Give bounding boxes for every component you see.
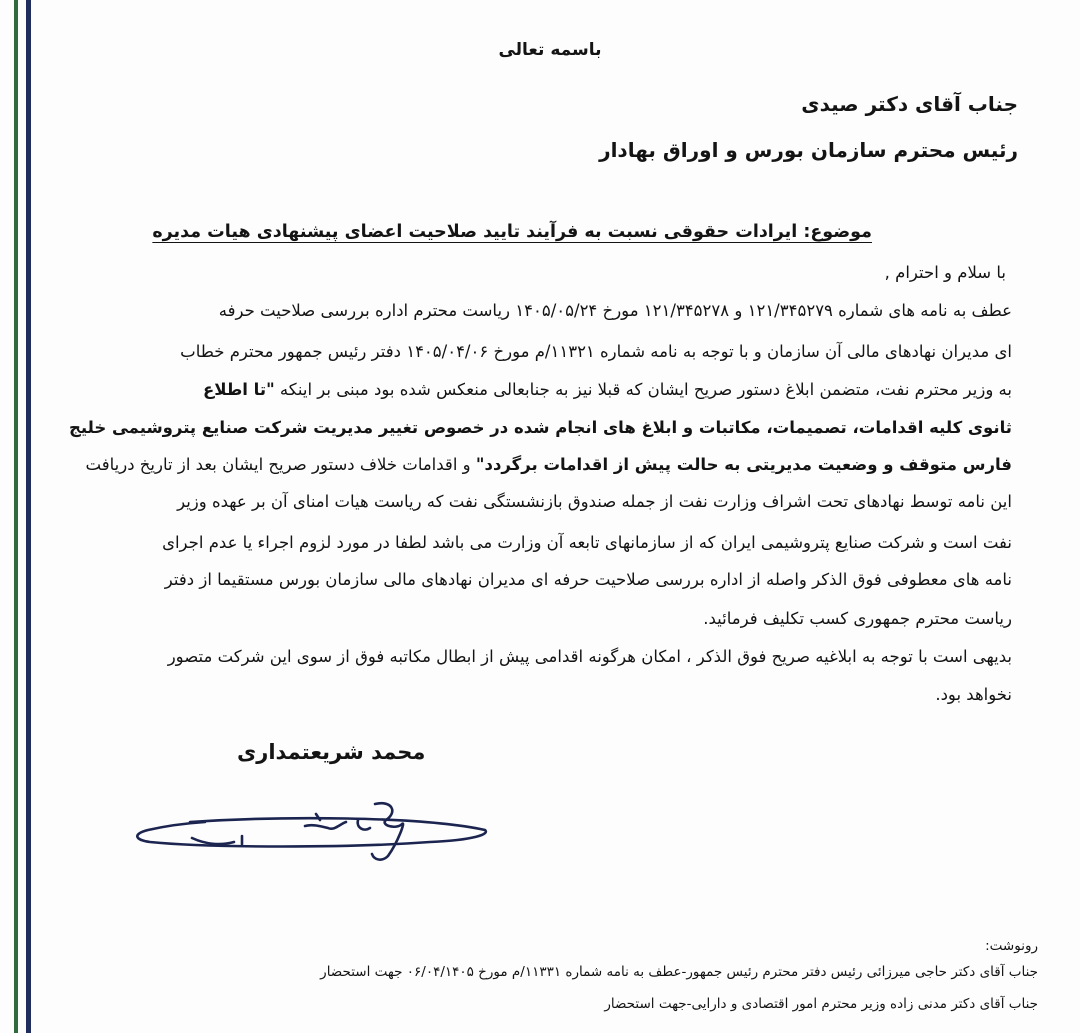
- recipient-name: جناب آقای دکتر صیدی: [801, 92, 1018, 116]
- body-line-3-text: به وزیر محترم نفت، متضمن ابلاغ دستور صریح ایشان که قبلا نیز به جنابعالی منعکس شده بود مبنی بر اینکه: [274, 380, 1012, 399]
- body-line-11: نخواهد بود.: [935, 685, 1012, 704]
- body-line-10: بدیهی است با توجه به ابلاغیه صریح فوق الذکر ، امکان هرگونه اقدامی پیش از ابطال مکاتبه فوق از سوی این شرکت متصور: [167, 647, 1012, 666]
- letter-subject: موضوع: ایرادات حقوقی نسبت به فرآیند تایید صلاحیت اعضای پیشنهادی هیات مدیره: [152, 222, 872, 242]
- body-line-5-text: و اقدامات خلاف دستور صریح ایشان بعد از تاریخ دریافت: [85, 455, 476, 474]
- cc-label: رونوشت:: [985, 938, 1038, 954]
- body-line-9: ریاست محترم جمهوری کسب تکلیف فرمائید.: [703, 609, 1012, 628]
- body-line-4: ثانوی کلیه اقدامات، تصمیمات، مکاتبات و ابلاغ های انجام شده در خصوص تغییر مدیریت شرکت صنایع پتروشیمی خلیج: [68, 418, 1012, 437]
- body-line-3-emphasis: "تا اطلاع: [202, 380, 275, 399]
- cc-line-1: جناب آقای دکتر حاجی میرزائی رئیس دفتر محترم رئیس جمهور-عطف به نامه شماره ۱۱۳۳۱/م مورخ ۰۶/۰۴/۱۴۰۵ جهت استحضار: [320, 964, 1038, 980]
- body-line-2: ای مدیران نهادهای مالی آن سازمان و با توجه به نامه شماره ۱۱۳۲۱/م مورخ ۱۴۰۵/۰۴/۰۶ دفتر رئیس جمهور محترم خطاب: [180, 342, 1012, 361]
- left-border-navy-stripe: [26, 0, 31, 1033]
- greeting: با سلام و احترام ,: [884, 263, 1006, 282]
- left-border-green-stripe: [14, 0, 18, 1033]
- body-line-7: نفت است و شرکت صنایع پتروشیمی ایران که از سازمانهای تابعه آن وزارت می باشد لطفا در مورد لزوم اجراء یا عدم اجرای: [162, 533, 1012, 552]
- signer-name: محمد شریعتمداری: [237, 740, 426, 764]
- letter-heading: باسمه تعالی: [498, 40, 602, 60]
- body-line-5: [86, 455, 1012, 474]
- recipient-title: رئیس محترم سازمان بورس و اوراق بهادار: [599, 138, 1018, 162]
- body-line-8: نامه های معطوفی فوق الذکر واصله از اداره بررسی صلاحیت حرفه ای مدیران نهادهای مالی سازمان بورس مستقیما از دفتر: [164, 570, 1012, 589]
- body-line-3: [203, 380, 1012, 399]
- handwritten-signature: [130, 798, 500, 878]
- cc-line-2: جناب آقای دکتر مدنی زاده وزیر محترم امور اقتصادی و دارایی-جهت استحضار: [604, 996, 1038, 1012]
- body-line-6: این نامه توسط نهادهای تحت اشراف وزارت نفت از جمله صندوق بازنشستگی نفت که ریاست هیات امنای آن بر عهده وزیر: [177, 492, 1012, 511]
- body-line-5-emphasis: فارس متوقف و وضعیت مدیریتی به حالت پیش از اقدامات برگردد": [475, 455, 1012, 474]
- body-line-1: عطف به نامه های شماره ۱۲۱/۳۴۵۲۷۹ و ۱۲۱/۳۴۵۲۷۸ مورخ ۱۴۰۵/۰۵/۲۴ ریاست محترم اداره بررسی صلاحیت حرفه: [218, 301, 1012, 320]
